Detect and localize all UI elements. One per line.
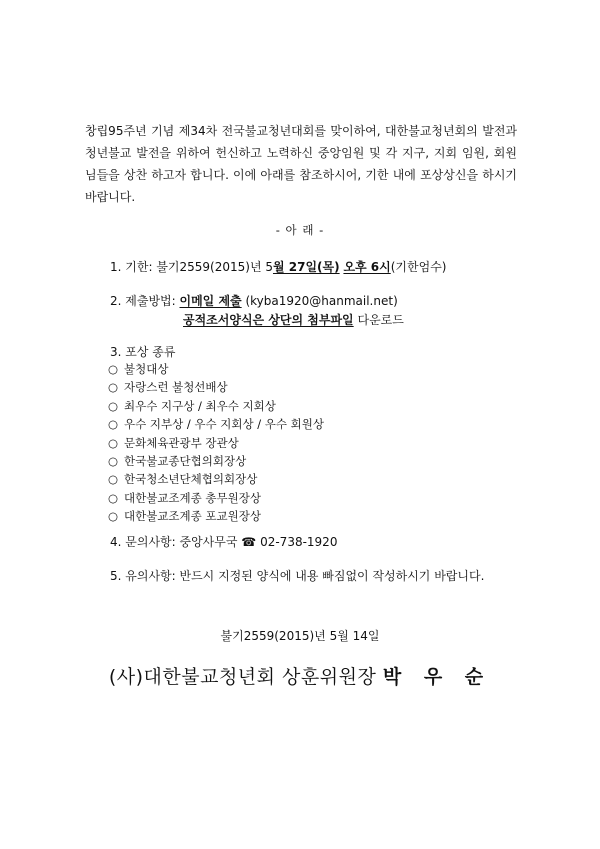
bullet-circle-icon: ○ — [108, 380, 119, 395]
list-item: ○ 불청대상 — [108, 360, 324, 378]
notes-line: 5. 유의사항: 반드시 지정된 양식에 내용 빠짐없이 작성하시기 바랍니다. — [110, 569, 485, 583]
intro-paragraph: 창립95주년 기념 제34차 전국불교청년대회를 맞이하여, 대한불교청년회의 발전과 청년불교 발전을 위하여 헌신하고 노력하신 중앙임원 및 각 지구, 지회 임원, 회원님들을 상찬 하고자 합니다. 이에 아래를 참조하시어, 기한 내에 포상상신을 하시기 바랍니다. — [85, 124, 517, 204]
bullet-circle-icon: ○ — [108, 417, 119, 432]
deadline-suffix: (기한엄수) — [390, 260, 447, 274]
submission-label: 2. 제출방법: — [110, 294, 180, 308]
deadline-label: 1. 기한: — [110, 260, 157, 274]
list-item: ○ 최우수 지구상 / 최우수 지회상 — [108, 397, 324, 415]
inquiry-line — [110, 533, 337, 550]
list-item: ○ 대한불교조계종 총무원장상 — [108, 489, 324, 507]
signature-name: 박 우 순 — [382, 666, 492, 688]
issue-date: 불기2559(2015)년 5월 14일 — [220, 629, 380, 643]
signature — [0, 662, 600, 689]
submission-method: 이메일 제출 — [179, 294, 242, 308]
submission-line — [110, 292, 398, 309]
deadline-line — [110, 258, 446, 275]
inquiry-phone: 02-738-1920 — [260, 535, 338, 549]
deadline-time: 오후 6시 — [343, 260, 391, 274]
submission-form-line — [183, 311, 404, 328]
deadline-date: 월 27일(목) — [272, 260, 340, 274]
inquiry-office: 중앙사무국 — [179, 535, 238, 549]
list-item: ○ 자랑스런 불청선배상 — [108, 378, 324, 396]
bullet-circle-icon: ○ — [108, 453, 119, 468]
bullet-circle-icon: ○ — [108, 362, 119, 376]
submission-form-suffix: 다운로드 — [353, 313, 404, 327]
phone-icon: ☎ — [241, 535, 257, 549]
submission-form: 공적조서양식은 상단의 첨부파일 — [183, 313, 354, 327]
list-item: ○ 한국청소년단체협의회장상 — [108, 470, 324, 488]
bullet-circle-icon: ○ — [108, 472, 119, 487]
awards-list — [108, 360, 324, 526]
deadline-prefix: 불기2559(2015)년 5 — [156, 260, 273, 274]
submission-email[interactable]: (kyba1920@hanmail.net) — [245, 294, 398, 308]
bullet-circle-icon: ○ — [108, 398, 119, 413]
bullet-circle-icon: ○ — [108, 490, 119, 505]
list-item: ○ 대한불교조계종 포교원장상 — [108, 507, 324, 525]
list-item: ○ 한국불교종단협의회장상 — [108, 452, 324, 470]
inquiry-label: 4. 문의사항: — [110, 535, 180, 549]
list-item: ○ 우수 지부상 / 우수 지회상 / 우수 회원상 — [108, 415, 324, 433]
signature-org: (사)대한불교청년회 상훈위원장 — [108, 666, 377, 688]
awards-heading: 3. 포상 종류 — [110, 345, 176, 359]
list-item: ○ 문화체육관광부 장관상 — [108, 434, 324, 452]
bullet-circle-icon: ○ — [108, 509, 119, 524]
section-title: - 아 래 - — [275, 223, 325, 237]
bullet-circle-icon: ○ — [108, 435, 119, 450]
